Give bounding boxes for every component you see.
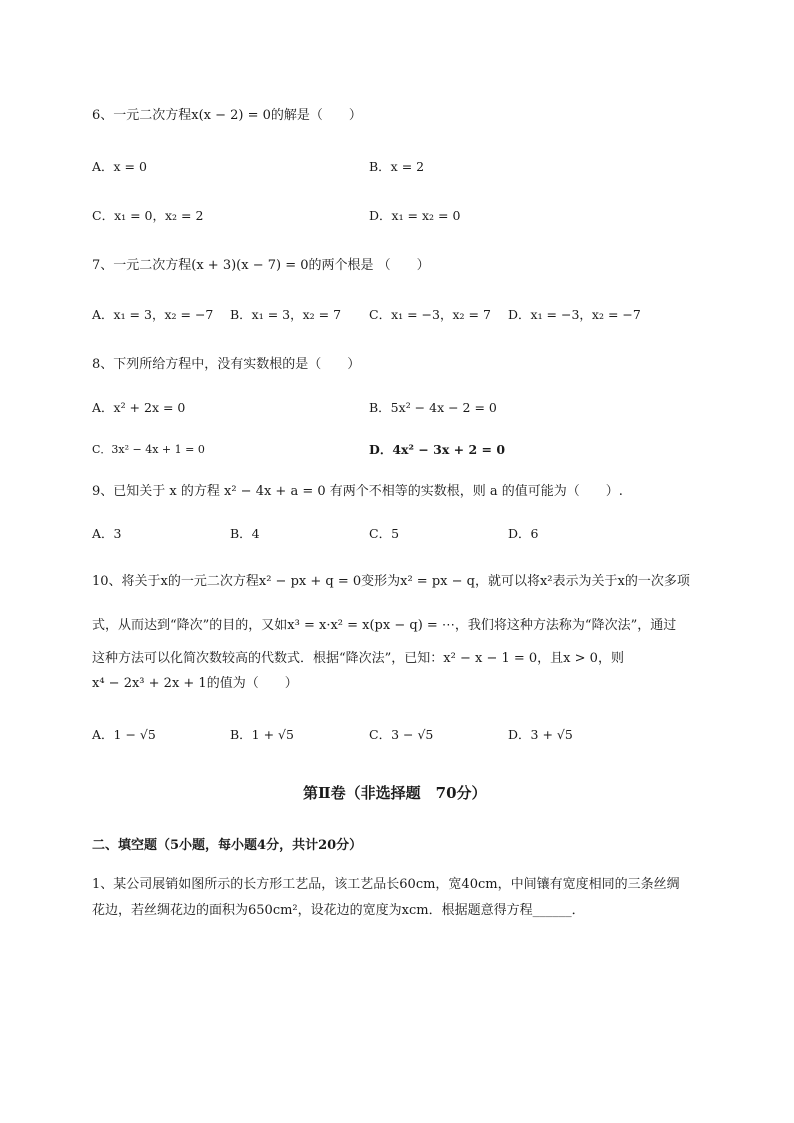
question-10-stem-line-2: 式，从而达到“降次”的目的，又如x³ = x·x² = x(px − q) = ⋯，我们将这种方法称为“降次法”，通过 xyxy=(92,618,677,633)
question-8-option-b: B．5x² − 4x − 2 = 0 xyxy=(369,400,497,415)
question-10-option-a: A．1 − √5 xyxy=(92,727,156,742)
question-8-option-c: C．3x² − 4x + 1 = 0 xyxy=(92,443,205,456)
fill-question-1-line-1: 1、某公司展销如图所示的长方形工艺品，该工艺品长60cm，宽40cm，中间镶有宽度相同的三条丝绸 xyxy=(92,877,680,892)
question-6-option-d: D．x₁ = x₂ = 0 xyxy=(369,208,461,223)
question-9-stem: 9、已知关于 x 的方程 x² − 4x + a = 0 有两个不相等的实数根，则 a 的值可能为（ ）. xyxy=(92,484,623,499)
question-8-option-a: A．x² + 2x = 0 xyxy=(92,400,186,415)
question-10-stem-line-3: 这种方法可以化简次数较高的代数式．根据“降次法”，已知：x² − x − 1 = 0，且x > 0，则 xyxy=(92,651,624,666)
question-7-option-a: A．x₁ = 3，x₂ = −7 xyxy=(92,307,214,322)
question-8-stem: 8、下列所给方程中，没有实数根的是（ ） xyxy=(92,357,361,372)
question-6-stem: 6、一元二次方程x(x − 2) = 0的解是（ ） xyxy=(92,108,362,123)
question-10-option-d: D．3 + √5 xyxy=(508,727,573,742)
question-8-option-d: D．4x² − 3x + 2 = 0 xyxy=(369,442,506,457)
question-10-option-b: B．1 + √5 xyxy=(230,727,294,742)
question-7-option-d: D．x₁ = −3，x₂ = −7 xyxy=(508,307,641,322)
section-title: 第Ⅱ卷（非选择题 70分） xyxy=(303,784,487,802)
question-7-option-b: B．x₁ = 3，x₂ = 7 xyxy=(230,307,342,322)
question-9-option-b: B．4 xyxy=(230,526,260,541)
question-9-option-d: D．6 xyxy=(508,526,539,541)
question-9-option-c: C．5 xyxy=(369,526,400,541)
question-6-option-c: C．x₁ = 0，x₂ = 2 xyxy=(92,208,204,223)
question-6-option-a: A．x = 0 xyxy=(92,159,147,174)
question-7-option-c: C．x₁ = −3，x₂ = 7 xyxy=(369,307,491,322)
question-7-stem: 7、一元二次方程(x + 3)(x − 7) = 0的两个根是 （ ） xyxy=(92,258,430,273)
section-subtitle: 二、填空题（5小题，每小题4分，共计20分） xyxy=(92,838,363,853)
question-9-option-a: A．3 xyxy=(92,526,122,541)
question-10-stem-line-4: x⁴ − 2x³ + 2x + 1的值为（ ） xyxy=(92,676,298,691)
question-10-stem-line-1: 10、将关于x的一元二次方程x² − px + q = 0变形为x² = px − q，就可以将x²表示为关于x的一次多项 xyxy=(92,574,690,589)
fill-question-1-line-2: 花边，若丝绸花边的面积为650cm²，设花边的宽度为xcm．根据题意得方程______． xyxy=(92,903,585,918)
question-10-option-c: C．3 − √5 xyxy=(369,727,434,742)
question-6-option-b: B．x = 2 xyxy=(369,159,425,174)
